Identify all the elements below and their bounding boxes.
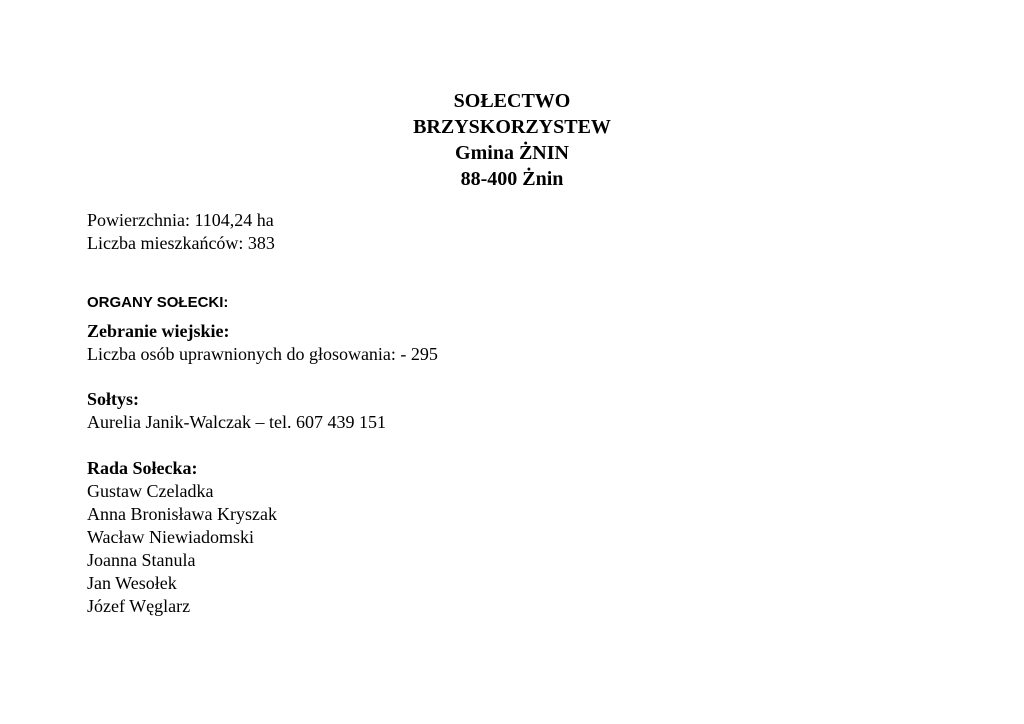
village-stats	[87, 209, 275, 255]
header-title: SOŁECTWO	[453, 90, 571, 112]
organs-heading: ORGANY SOŁECKI:	[87, 294, 229, 311]
rada-member: Anna Bronisława Kryszak	[87, 504, 277, 524]
zebranie-title: Zebranie wiejskie:	[87, 321, 230, 341]
rada-title: Rada Sołecka:	[87, 458, 198, 478]
area-text: Powierzchnia: 1104,24 ha	[87, 210, 274, 230]
soltys-title: Sołtys:	[87, 389, 140, 409]
header-municipality: Gmina ŻNIN	[455, 142, 569, 164]
rada-member: Gustaw Czeladka	[87, 481, 214, 501]
rada-member: Józef Węglarz	[87, 596, 191, 616]
rada-member: Joanna Stanula	[87, 550, 196, 570]
section-zebranie	[87, 320, 438, 366]
residents-text: Liczba mieszkańców: 383	[87, 233, 275, 253]
document-header	[0, 88, 1024, 192]
soltys-text: Aurelia Janik-Walczak – tel. 607 439 151	[87, 412, 386, 432]
zebranie-text: Liczba osób uprawnionych do głosowania: - 295	[87, 344, 438, 364]
section-rada	[87, 457, 277, 618]
rada-member: Jan Wesołek	[87, 573, 177, 593]
header-postal-address: 88-400 Żnin	[460, 168, 564, 190]
section-soltys	[87, 388, 386, 434]
header-village-name: BRZYSKORZYSTEW	[413, 116, 611, 138]
rada-member: Wacław Niewiadomski	[87, 527, 255, 547]
